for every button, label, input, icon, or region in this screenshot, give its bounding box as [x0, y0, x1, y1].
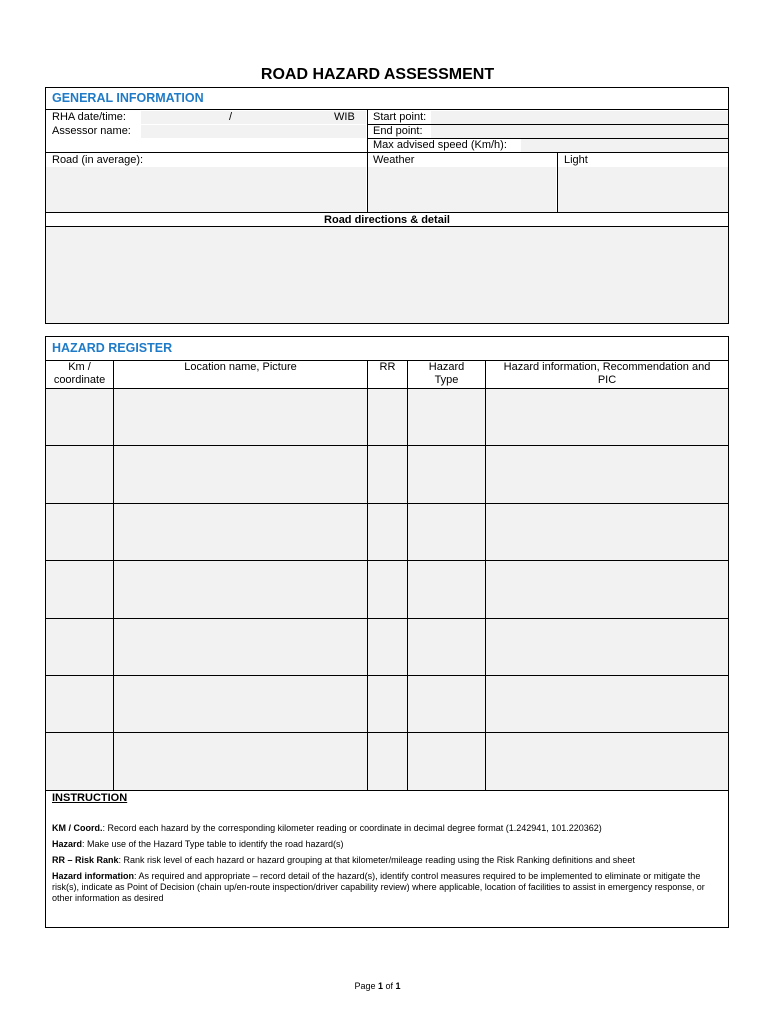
- assessor-name-field[interactable]: [141, 125, 366, 138]
- register-cell[interactable]: [114, 619, 367, 675]
- divider: [367, 109, 368, 212]
- table-row-divider: [46, 790, 728, 791]
- column-divider: [113, 360, 114, 790]
- max-speed-label: Max advised speed (Km/h):: [373, 139, 507, 151]
- road-average-label: Road (in average):: [52, 154, 144, 166]
- register-cell[interactable]: [368, 676, 407, 732]
- column-header-location: Location name, Picture: [184, 361, 297, 373]
- register-cell[interactable]: [46, 676, 113, 732]
- end-point-label: End point:: [373, 125, 423, 137]
- document-title: ROAD HAZARD ASSESSMENT: [260, 66, 495, 83]
- instruction-term: Hazard information: [52, 871, 135, 881]
- register-cell[interactable]: [46, 561, 113, 617]
- register-cell[interactable]: [114, 561, 367, 617]
- column-divider: [485, 360, 486, 790]
- register-cell[interactable]: [408, 389, 485, 445]
- register-cell[interactable]: [114, 446, 367, 502]
- register-cell[interactable]: [486, 676, 728, 732]
- register-cell[interactable]: [408, 676, 485, 732]
- page-total: 1: [395, 981, 401, 991]
- instruction-term: Hazard: [52, 839, 83, 849]
- register-cell[interactable]: [368, 619, 407, 675]
- register-cell[interactable]: [114, 676, 367, 732]
- page-of-word: of: [385, 981, 394, 991]
- instruction-text: : Make use of the Hazard Type table to identify the road hazard(s): [82, 839, 344, 849]
- rha-datetime-field[interactable]: [141, 111, 366, 124]
- road-directions-label: Road directions & detail: [324, 214, 450, 226]
- rha-datetime-label: RHA date/time:: [52, 111, 126, 123]
- instruction-term: KM / Coord.: [52, 823, 103, 833]
- register-cell[interactable]: [408, 619, 485, 675]
- instruction-text: : As required and appropriate – record detail of the hazard(s), identify control measures required to be implemented to eliminate or mitigate the risk(s), indicate as Point of Decision (chain up/en-route inspection/driver capability review) where applicable, location of facilities to assist in emergency response, or other information as desired: [52, 871, 705, 903]
- register-cell[interactable]: [408, 561, 485, 617]
- instruction-km: [52, 823, 724, 834]
- register-cell[interactable]: [46, 504, 113, 560]
- page-footer: [0, 981, 755, 991]
- divider: [46, 226, 728, 227]
- column-divider: [367, 360, 368, 790]
- register-cell[interactable]: [486, 446, 728, 502]
- instruction-risk-rank: [52, 855, 724, 866]
- instruction-term: RR – Risk Rank: [52, 855, 119, 865]
- page-current: 1: [377, 981, 383, 991]
- register-cell[interactable]: [46, 733, 113, 789]
- column-divider: [407, 360, 408, 790]
- column-header-hazard-info: Hazard information, Recommendation and PIC: [503, 361, 711, 386]
- instruction-heading: INSTRUCTION: [52, 792, 128, 804]
- hazard-register-heading: HAZARD REGISTER: [52, 341, 173, 355]
- register-cell[interactable]: [114, 504, 367, 560]
- register-cell[interactable]: [46, 389, 113, 445]
- page-word: Page: [354, 981, 376, 991]
- register-cell[interactable]: [46, 619, 113, 675]
- end-point-field[interactable]: [431, 125, 728, 138]
- register-cell[interactable]: [368, 561, 407, 617]
- register-cell[interactable]: [368, 389, 407, 445]
- timezone-label: WIB: [334, 111, 355, 123]
- register-cell[interactable]: [486, 389, 728, 445]
- register-cell[interactable]: [486, 504, 728, 560]
- register-cell[interactable]: [114, 389, 367, 445]
- instruction-hazard-info: [52, 871, 724, 904]
- register-cell[interactable]: [486, 619, 728, 675]
- register-cell[interactable]: [408, 733, 485, 789]
- max-speed-field[interactable]: [521, 139, 728, 152]
- general-information-section: [45, 87, 729, 324]
- column-header-km: Km / coordinate: [53, 361, 106, 386]
- register-cell[interactable]: [408, 446, 485, 502]
- road-directions-field[interactable]: [46, 227, 728, 323]
- divider: [46, 152, 728, 153]
- divider: [46, 212, 728, 213]
- column-header-hazard-type: Hazard Type: [428, 361, 465, 386]
- weather-field[interactable]: [368, 167, 556, 212]
- column-header-rr: RR: [379, 361, 396, 373]
- weather-label: Weather: [373, 154, 415, 166]
- register-cell[interactable]: [408, 504, 485, 560]
- light-label: Light: [564, 154, 588, 166]
- start-point-field[interactable]: [431, 111, 728, 124]
- hazard-register-section: [45, 336, 729, 928]
- light-field[interactable]: [558, 167, 728, 212]
- register-cell[interactable]: [368, 446, 407, 502]
- divider: [557, 152, 558, 212]
- register-cell[interactable]: [46, 446, 113, 502]
- divider: [46, 109, 728, 110]
- register-cell[interactable]: [368, 504, 407, 560]
- register-cell[interactable]: [486, 733, 728, 789]
- instruction-text: : Record each hazard by the corresponding kilometer reading or coordinate in decimal degree format (1.242941, 101.220362): [102, 823, 602, 833]
- date-time-separator: /: [229, 111, 233, 123]
- road-average-field[interactable]: [46, 167, 366, 212]
- register-cell[interactable]: [486, 561, 728, 617]
- start-point-label: Start point:: [373, 111, 427, 123]
- register-cell[interactable]: [368, 733, 407, 789]
- instruction-text: : Rank risk level of each hazard or hazard grouping at that kilometer/mileage reading using the Risk Ranking definitions and sheet: [118, 855, 635, 865]
- general-information-heading: GENERAL INFORMATION: [52, 91, 204, 105]
- instruction-hazard: [52, 839, 724, 850]
- assessor-name-label: Assessor name:: [52, 125, 131, 137]
- register-cell[interactable]: [114, 733, 367, 789]
